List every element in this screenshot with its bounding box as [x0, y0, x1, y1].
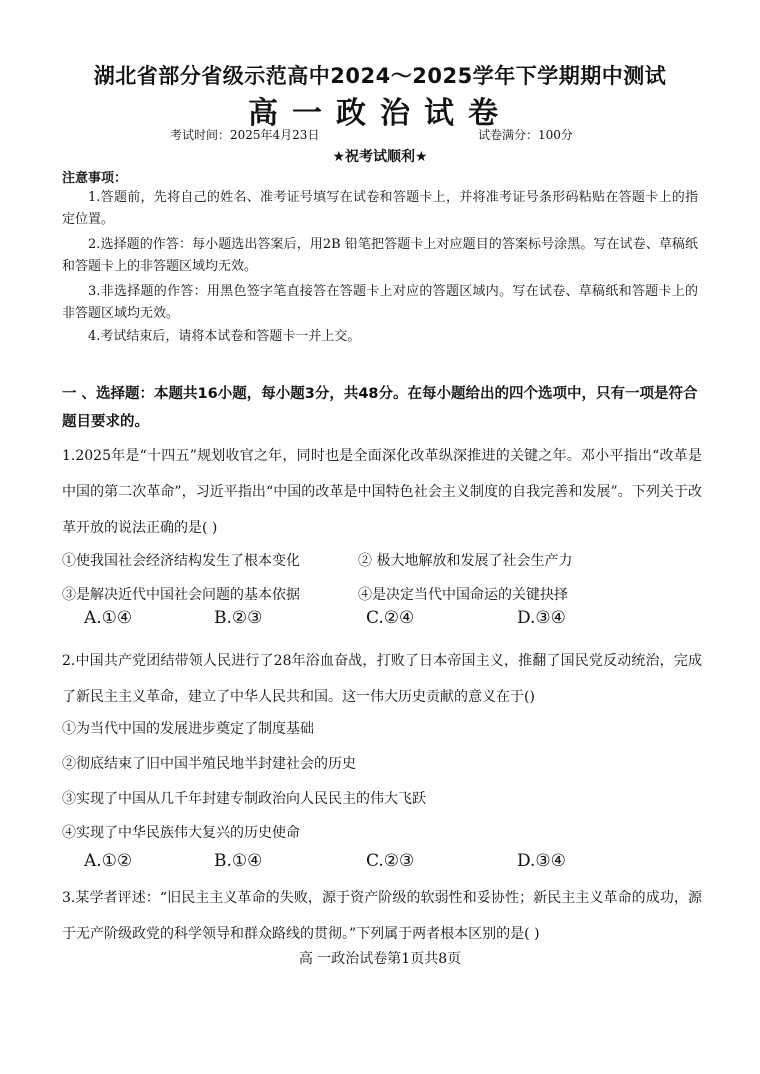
q1-answer-d: D.③④: [517, 608, 566, 628]
question-1-stem: 1.2025年是“十四五”规划收官之年，同时也是全面深化改革纵深推进的关键之年。邓小平指出“改革是中国的第二次革命”，习近平指出“中国的改革是中国特色社会主义制度的自我完善和发展”。下列关于改革开放的说法正确的是( ): [62, 448, 702, 536]
q2-option-4: ④实现了中华民族伟大复兴的历史使命: [62, 825, 300, 841]
full-score: 试卷满分：100分: [478, 128, 573, 142]
q1-answer-c: C.②④: [366, 608, 415, 628]
note-item-1: 1.答题前，先将自己的姓名、准考证号填写在试卷和答题卡上，并将准考证号条形码粘贴在答题卡上的指定位置。: [62, 190, 698, 227]
q1-option-1: ①使我国社会经济结构发生了根本变化: [62, 553, 300, 569]
q1-answer-b: B.②③: [214, 608, 263, 628]
note-item-3: 3.非选择题的作答：用黑色签字笔直接答在答题卡上对应的答题区域内。写在试卷、草稿纸和答题卡上的非答题区域均无效。: [62, 284, 698, 321]
exam-time: 考试时间：2025年4月23日: [170, 128, 320, 142]
section-heading: 一 、选择题：本题共16小题，每小题3分，共48分。在每小题给出的四个选项中，只有一项是符合题目要求的。: [62, 386, 698, 430]
q2-option-2: ②彻底结束了旧中国半殖民地半封建社会的历史: [62, 756, 356, 772]
page-footer: 高 一政治试卷第1页共8页: [298, 951, 462, 967]
q1-option-2: ② 极大地解放和发展了社会生产力: [358, 553, 573, 569]
note-item-2: 2.选择题的作答：每小题选出答案后，用2B 铅笔把答题卡上对应题目的答案标号涂黑。写在试卷、草稿纸和答题卡上的非答题区域均无效。: [62, 237, 698, 274]
q2-option-1: ①为当代中国的发展进步奠定了制度基础: [62, 721, 314, 737]
question-3-stem: 3.某学者评述：“旧民主主义革命的失败，源于资产阶级的软弱性和妥协性；新民主主义革命的成功，源于无产阶级政党的科学领导和群众路线的贯彻。”下列属于两者根本区别的是( ): [62, 890, 702, 942]
note-item-4: 4.考试结束后，请将本试卷和答题卡一并上交。: [88, 329, 361, 344]
q1-answer-a: A.①④: [84, 608, 133, 628]
good-luck-banner: ★祝考试顺利★: [332, 149, 428, 165]
q2-answer-b: B.①④: [214, 851, 263, 871]
exam-subject-title: 高一政治试卷: [248, 96, 512, 131]
exam-title: 湖北省部分省级示范高中2024～2025学年下学期期中测试: [93, 64, 667, 88]
q1-option-4: ④是决定当代中国命运的关键抉择: [358, 587, 568, 603]
question-2-stem: 2.中国共产党团结带领人民进行了28年浴血奋战，打败了日本帝国主义，推翻了国民党反动统治，完成了新民主主义革命，建立了中华人民共和国。这一伟大历史贡献的意义在于(): [62, 653, 702, 705]
q1-option-3: ③是解决近代中国社会问题的基本依据: [62, 587, 300, 603]
notes-heading: 注意事项：: [62, 171, 128, 186]
q2-answer-c: C.②③: [366, 851, 415, 871]
q2-answer-a: A.①②: [84, 851, 133, 871]
q2-option-3: ③实现了中国从几千年封建专制政治向人民民主的伟大飞跃: [62, 791, 426, 807]
q2-answer-d: D.③④: [517, 851, 566, 871]
